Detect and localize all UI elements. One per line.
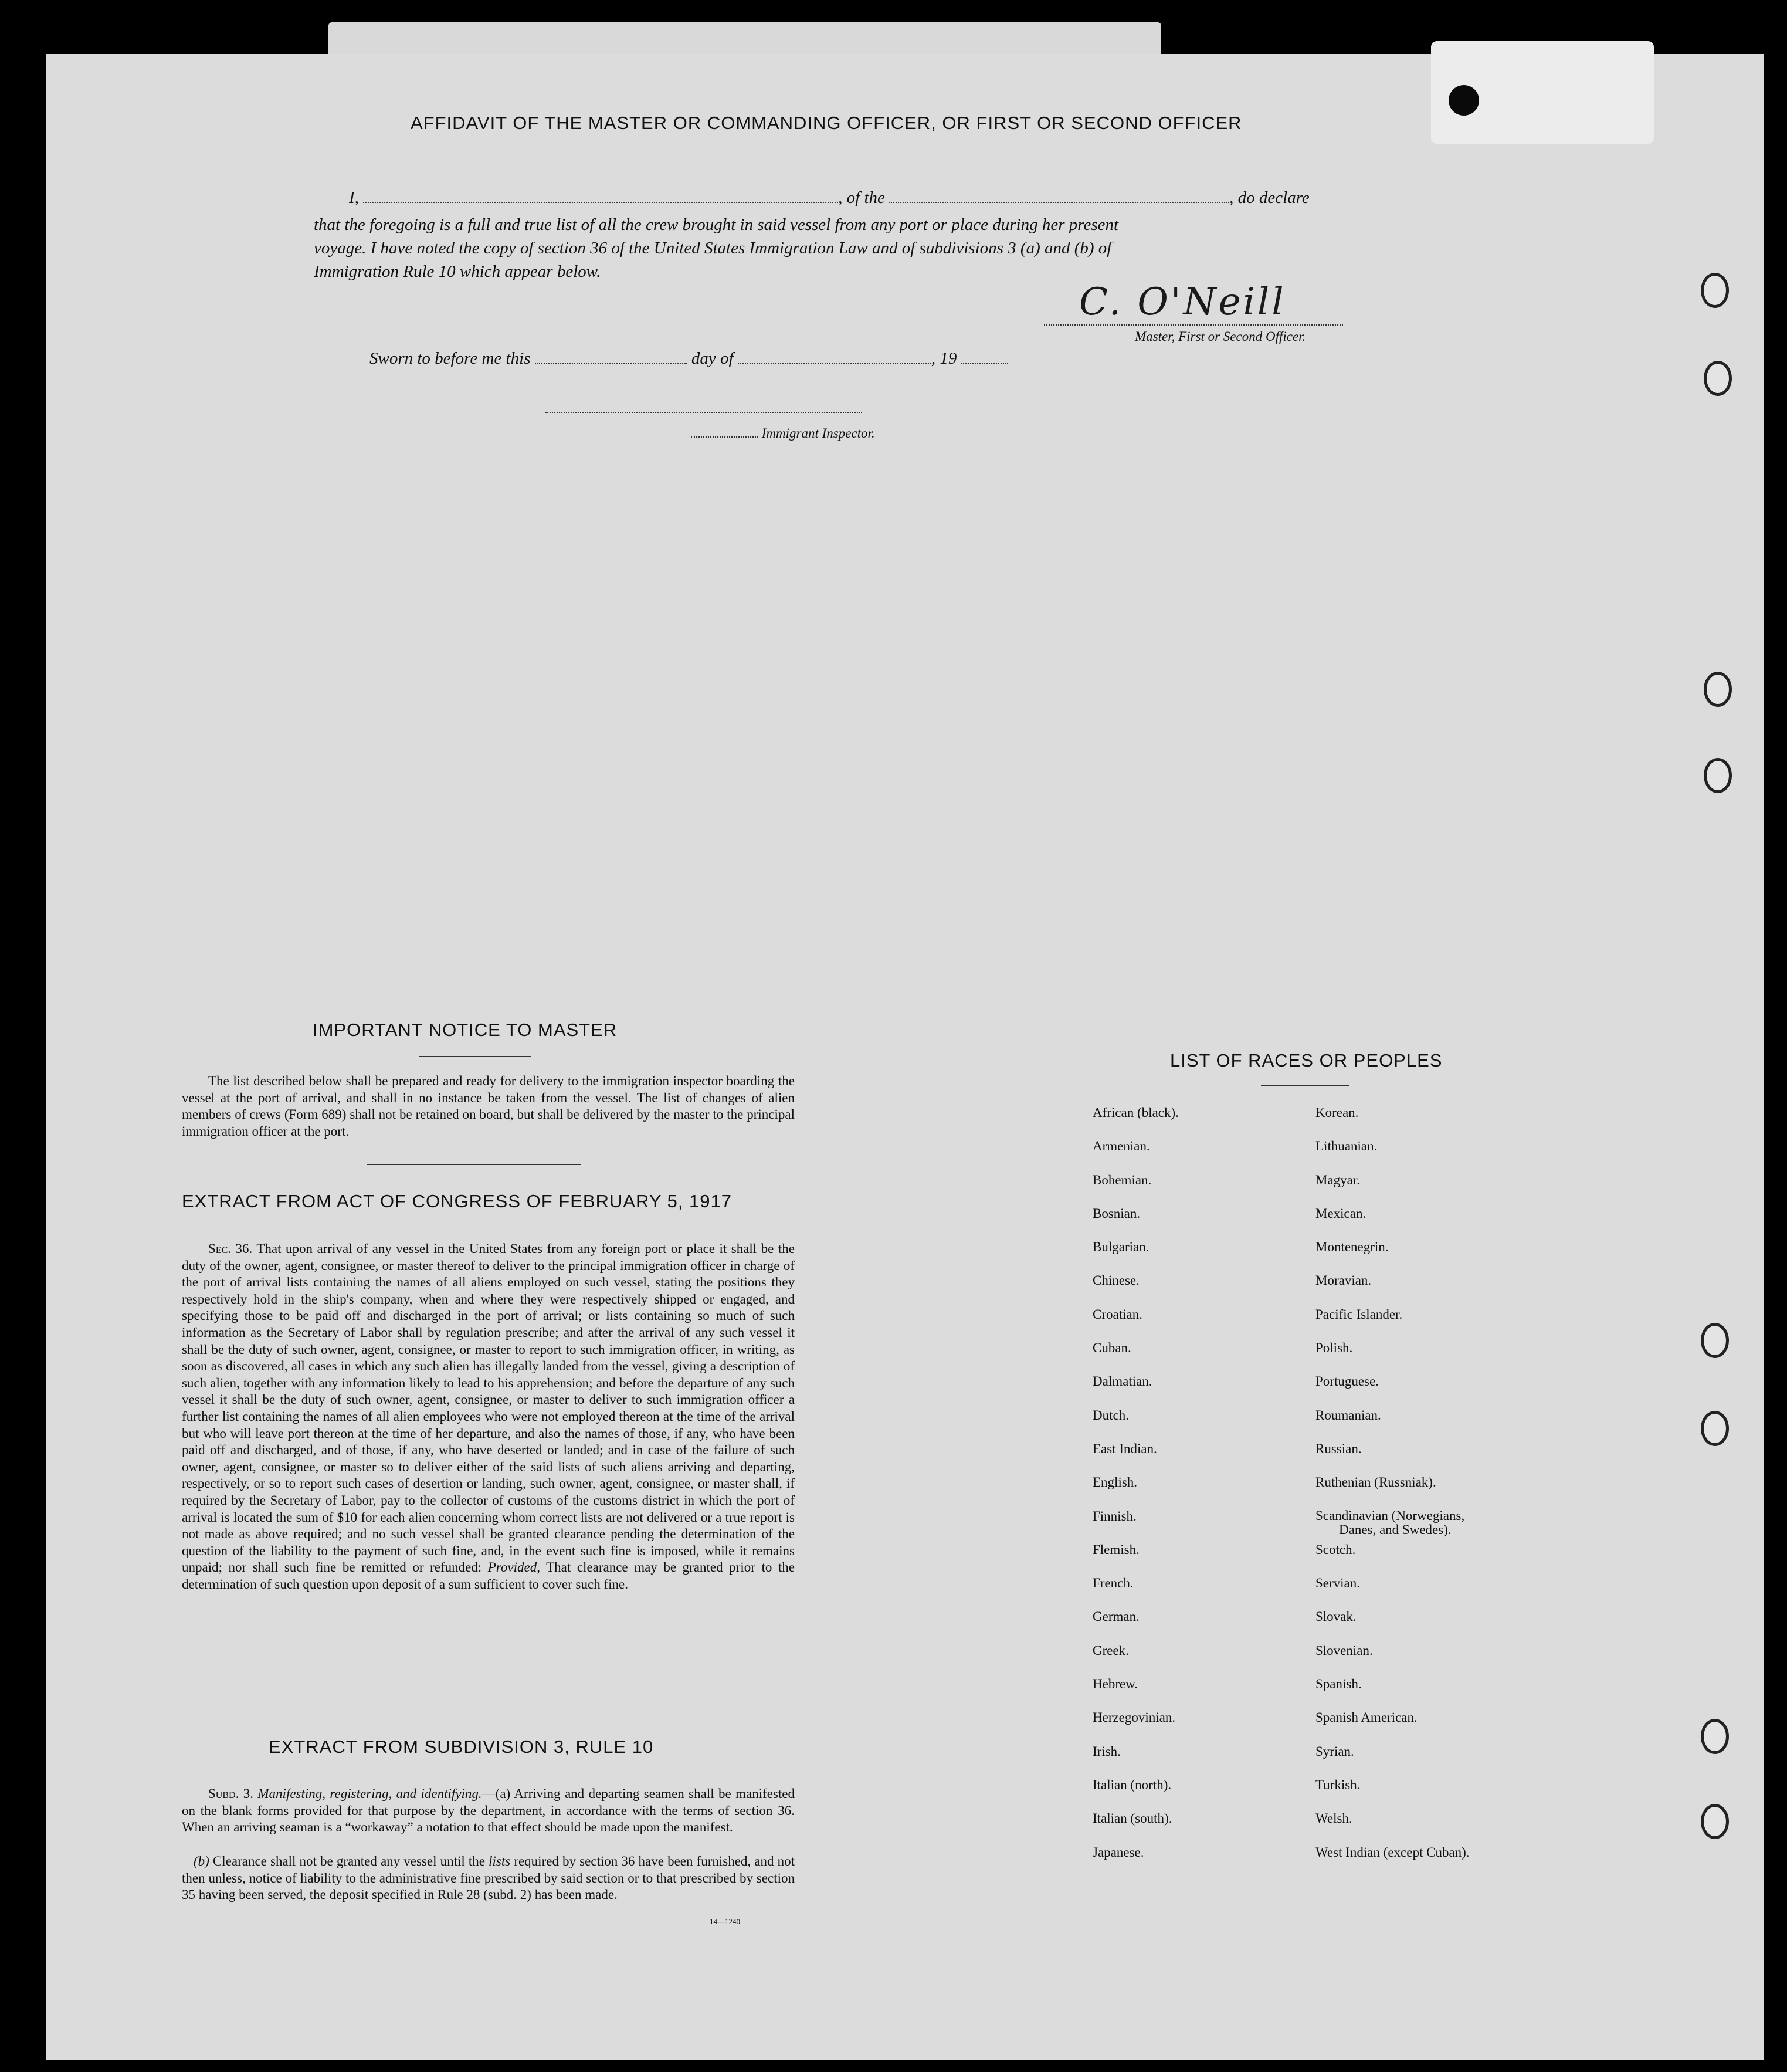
race-item: Ruthenian (Russniak). [1315,1475,1436,1490]
day-blank-field[interactable] [535,363,687,364]
race-item: Lithuanian. [1315,1139,1378,1154]
race-item: African (black). [1093,1105,1179,1120]
binder-hole-icon [1704,758,1732,793]
sworn-text: Sworn to before me this [369,349,531,368]
sec-label: Sec. 36. [208,1241,253,1256]
races-column-1 [1093,1105,1179,1878]
para-b-label: (b) [194,1854,209,1868]
race-item: Spanish American. [1315,1710,1418,1725]
race-item: Spanish. [1315,1677,1362,1692]
inspector-dots [691,436,758,438]
section-divider [367,1164,581,1165]
race-item: Slovenian. [1315,1643,1373,1658]
notice-text: The list described below shall be prepared and ready for delivery to the immigration inspector boarding the vessel at the port of arrival, and shall in no instance be taken from the vessel. The list of changes of alien members of crews (Form 689) shall not be retained on board, but shall be delivered by the master to the principal immigration officer at the port. [182,1074,795,1139]
signature-caption: Master, First or Second Officer. [1135,329,1306,344]
notice-divider [419,1056,531,1057]
para-a-label: (a) [495,1786,511,1801]
act-extract-text [182,1241,795,1593]
year-blank-field[interactable] [961,363,1008,364]
race-item: Servian. [1315,1576,1361,1591]
ink-blot [1449,85,1479,116]
race-item: Korean. [1315,1105,1359,1120]
race-item: Bulgarian. [1093,1240,1149,1255]
race-item: Syrian. [1315,1743,1354,1759]
race-item: Slovak. [1315,1609,1357,1624]
binder-hole-icon [1704,361,1732,396]
affidavit-i: I, [349,188,359,207]
binder-hole-icon [1701,1323,1729,1358]
race-item: Scandinavian (Norwegians, Danes, and Swedes). [1315,1508,1465,1537]
race-item: Flemish. [1093,1542,1140,1557]
affidavit-line-2: that the foregoing is a full and true list of all the crew brought in said vessel from any port or place during her present [314,215,1119,234]
race-item: Italian (south). [1093,1811,1172,1826]
race-item: Dalmatian. [1093,1374,1152,1389]
affidavit-title: AFFIDAVIT OF THE MASTER OR COMMANDING OFFICER, OR FIRST OR SECOND OFFICER [411,113,1242,133]
act-extract-title: EXTRACT FROM ACT OF CONGRESS OF FEBRUARY 5, 1917 [182,1191,733,1211]
rule-extract-title: EXTRACT FROM SUBDIVISION 3, RULE 10 [269,1736,654,1757]
race-item: Irish. [1093,1743,1121,1759]
para-b-text-1: Clearance shall not be granted any vessel until the [212,1854,485,1868]
race-item: Dutch. [1093,1407,1129,1423]
race-item: Moravian. [1315,1273,1372,1288]
races-title: LIST OF RACES OR PEOPLES [1170,1050,1443,1071]
race-item: Welsh. [1315,1811,1352,1826]
para-b-text-2: required by section 36 have been furnished, and not then unless, notice of liability to the administrative fine prescribed by said section or to that prescribed by section 35 having been served, the deposit specified in Rule 28 (subd. 2) has been made. [182,1854,795,1902]
affidavit-line-4: Immigration Rule 10 which appear below. [314,262,601,281]
race-item: Scotch. [1315,1542,1356,1557]
race-item: Turkish. [1315,1777,1361,1792]
name-blank-field[interactable] [363,202,838,203]
race-item: Mexican. [1315,1206,1366,1221]
race-item: Cuban. [1093,1340,1131,1356]
race-item: Pacific Islander. [1315,1306,1403,1322]
race-item: West Indian (except Cuban). [1315,1844,1470,1860]
inspector-caption-text: Immigrant Inspector. [761,426,875,441]
race-item: Greek. [1093,1643,1129,1658]
race-item: Croatian. [1093,1306,1142,1322]
binder-hole-icon [1701,273,1729,308]
binder-hole-icon [1704,672,1732,707]
race-item: Polish. [1315,1340,1353,1356]
rule-para-a: Subd. 3. Manifesting, registering, and identifying.—(a) Arriving and departing seamen shall be manifested on the blank forms provided for that purpose by the department, in accordance with the terms of section 36. When an arriving seaman is a “workaway” a notation to that effect should be made upon the manifest. [182,1786,795,1835]
sworn-year: , 19 [931,349,957,368]
race-item: Chinese. [1093,1273,1140,1288]
race-item: Portuguese. [1315,1374,1379,1389]
inspector-caption [691,422,875,445]
races-divider [1261,1085,1349,1086]
races-column-2 [1315,1105,1470,1878]
race-item: English. [1093,1475,1138,1490]
race-item: Italian (north). [1093,1777,1172,1792]
binder-hole-icon [1701,1411,1729,1446]
race-item: Armenian. [1093,1139,1150,1154]
act-body: That upon arrival of any vessel in the United States from any foreign port or place it shall be the duty of the owner, agent, consignee, or master thereof to deliver to the principal immigration officer in charge of the port of arrival lists containing the names of all aliens employed on such vessel, stating the positions they respectively hold in the ship's company, when and where they were respectively shipped or engaged, and specifying those to be paid off and discharged in the port of arrival; or lists containing so much of such information as the Secretary of Labor shall by regulation prescribe; and after the arrival of any such vessel it shall be the duty of such owner, agent, consignee, or master to report to such immigration officer, in writing, as soon as discovered, all cases in which any such alien has illegally landed from the vessel, giving a description of such alien, together with any information likely to lead to his apprehension; and before the departure of any such vessel it shall be the duty of such owner, agent, consignee, or master to deliver to such immigration officer a further list containing the names of all alien employees who were not employed thereon at the time of the arrival but who will leave port thereon at the time of her departure, and also the names of those, if any, who have been paid off and discharged, and of those, if any, who have deserted or landed; and in case of the failure of such owner, agent, consignee, or master so to deliver either of the said lists of such aliens arriving and departing, respectively, or so to report such cases of desertion or landing, such owner, agent, consignee, or master shall, if required by the Secretary of Labor, pay to the collector of customs of the customs district in which the port of arrival is located the sum of $10 for each alien concerning whom correct lists are not delivered or a true report is not made as above required; and no such vessel shall be granted clearance pending the determination of the question of the liability to the payment of such fine, and, in the event such fine is imposed, while it remains unpaid; nor shall such fine be remitted or refunded: [182,1241,795,1575]
sworn-line [369,347,1008,370]
inspector-signature-line [545,412,862,413]
affidavit-of-the: , of the [838,188,885,207]
binder-hole-icon [1701,1804,1729,1839]
month-blank-field[interactable] [738,363,931,364]
subd-heading: Manifesting, registering, and identifying. [257,1786,482,1801]
vessel-blank-field[interactable] [889,202,1229,203]
race-item: French. [1093,1576,1134,1591]
sworn-day-of: day of [691,349,734,368]
binder-hole-icon [1701,1719,1729,1754]
subd-label: Subd. 3. [208,1786,253,1801]
notice-title: IMPORTANT NOTICE TO MASTER [313,1020,618,1040]
affidavit-do-declare: , do declare [1229,188,1310,207]
race-item: German. [1093,1609,1140,1624]
race-item: Bosnian. [1093,1206,1141,1221]
provided-text: That clearance may be granted prior to the determination of such question upon deposit of a sum sufficient to cover such fine. [182,1560,795,1592]
race-item: Finnish. [1093,1508,1137,1523]
race-item: Japanese. [1093,1844,1144,1860]
race-item: Hebrew. [1093,1677,1138,1692]
race-item: Herzegovinian. [1093,1710,1176,1725]
affidavit-line-3: voyage. I have noted the copy of section 36 of the United States Immigration Law and of subdivisions 3 (a) and (b) of [314,239,1112,258]
affidavit-line-1 [314,187,1346,209]
master-signature: C. O'Neill [1079,280,1286,324]
race-item: Montenegrin. [1315,1240,1389,1255]
para-a-text: Arriving and departing seamen shall be manifested on the blank forms provided for that purpose by the department, in accordance with the terms of section 36. When an arriving seaman is a “workaway” a notation to that effect should be made upon the manifest. [182,1786,795,1835]
race-item: Russian. [1315,1441,1362,1456]
rule-para-b [182,1853,795,1904]
race-item: Magyar. [1315,1172,1361,1187]
race-item: East Indian. [1093,1441,1157,1456]
race-item: Roumanian. [1315,1407,1381,1423]
form-number: 14—1240 [710,1917,740,1926]
top-paper-strip [328,22,1161,57]
race-item: Bohemian. [1093,1172,1152,1187]
provided-label: Provided, [487,1560,540,1575]
para-b-lists: lists [489,1854,511,1868]
